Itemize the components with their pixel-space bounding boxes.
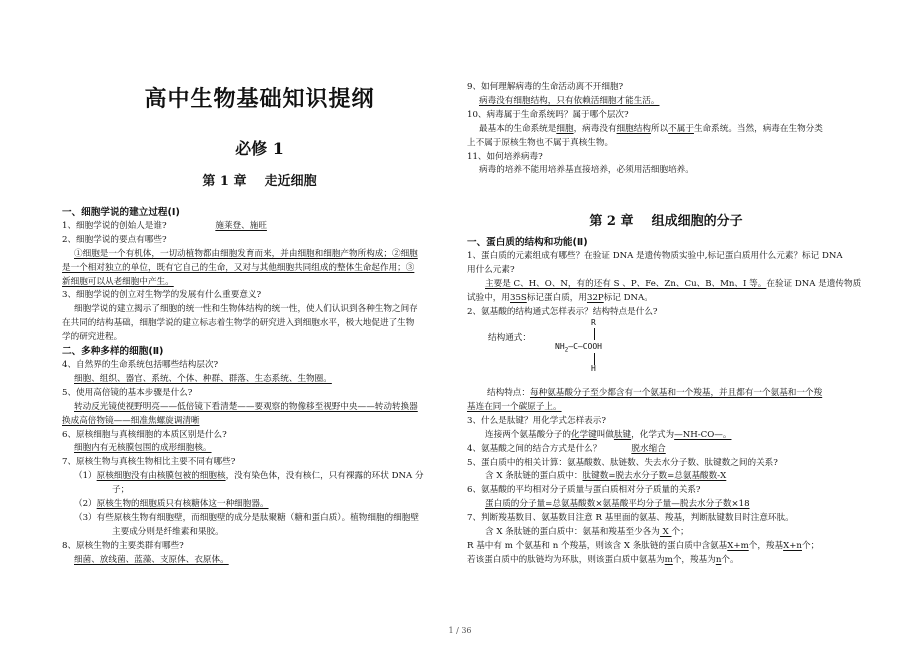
answer-text: 所以 [650,123,669,134]
question-10: 10、病毒属于生命系统吗？属于哪个层次? [467,109,629,120]
answer-text: n [715,554,722,565]
chapter-1-name: 走近细胞 [264,174,317,189]
answer-line: 细胞内有无核膜包围的成形细胞核。 [74,443,212,454]
right-column-bottom [467,387,865,568]
answer-line: 上不属于原核生物也不属于真核生物。 [467,137,614,148]
formula-subscript: 2 [564,346,569,354]
bond-line [594,328,595,340]
answer-line [62,498,457,512]
answer-text: 叫做 [596,429,614,440]
question-4 [467,443,865,457]
answer-text: 个，羧基 [748,540,784,551]
answer-text: 在验证 DNA 是遗传物质 [766,278,862,289]
question-9: 9、如何理解病毒的生命活动离不开细胞? [467,82,624,92]
list-marker: （2） [74,499,97,510]
answer-text: 原核细胞没有由核膜包被的细胞核 [96,471,226,482]
isotope-label: 32P [586,292,604,303]
page-title: 高中生物基础知识提纲 [144,86,375,112]
list-marker: （1） [74,471,97,482]
answer-text: ，化学式为 [631,429,675,440]
question-8: 8、原核生物的主要类群有哪些? [62,540,184,551]
answer-text: 个； [671,527,689,538]
answer-text: 脱水缩合 [631,443,666,454]
section-heading: 一、细胞学说的建立过程(Ⅰ) [62,207,180,218]
answer-text: 试验中，用 [467,292,510,303]
question-1-cont: 用什么元素? [467,264,515,275]
page-number: 1 / 36 [448,626,472,635]
question-1 [62,220,457,234]
answer-line: （3）有些原核生物有细胞壁，而细胞壁的成分是肽聚糖（糖和蛋白质）。植物细胞的细胞壁 [74,512,419,523]
question-6: 6、氨基酸的平均相对分子质量与蛋白质相对分子质量的关系? [467,485,701,496]
formula-nh: NH [555,342,565,351]
answer-line: 在共同的结构基础，细胞学说的建立标志着生物学的研究进入到细胞水平，极大地促进了生物 [62,318,415,329]
answer-line [467,429,865,443]
answer-line: 基连在同一个碳原子上。 [467,401,562,412]
question-2: 2、细胞学说的要点有哪些? [62,234,167,245]
answer-text: X+n [783,540,802,551]
answer-text: 肽键数=脱去水分子数=总氨基酸数-X [582,471,727,482]
answer-text: 不属于 [668,123,694,134]
answer-line [467,387,865,401]
formula-label: 结构通式： [488,333,531,343]
question-11: 11、如何培养病毒? [467,151,543,162]
answer-text: R 基中有 m 个氨基和 n 个羧基，则该含 X 条肽链的蛋白质中含氨基 [467,540,728,551]
chapter-1-heading [62,170,457,189]
chapter-2-number: 第 2 章 [589,214,634,229]
answer-line [467,540,865,554]
chapter-2-name: 组成细胞的分子 [651,214,743,229]
answer-line: 蛋白质的分子量=总氨基酸数×氨基酸平均分子量—脱去水分子数×18 [485,499,750,510]
answer-line: 学的研究进程。 [62,332,123,343]
answer-text: 每种氨基酸分子至少都含有一个氨基和一个羧基，并且都有一个氨基和一个羧 [529,388,823,398]
formula-amino-group [555,342,602,354]
question-3: 3、细胞学说的创立对生物学的发展有什么重要意义? [62,290,262,301]
answer-line: 是一个相对独立的单位，既有它自己的生命，又对与其他细胞共同组成的整体生命起作用；③ [62,262,415,273]
answer-line: 细菌、放线菌、蓝藻、支原体、衣原体。 [74,554,229,565]
answer-line [467,470,865,484]
right-column-chapter2 [467,236,865,319]
answer-line: 病毒没有细胞结构，只有依赖活细胞才能生活。 [479,95,660,106]
question-4: 4、自然界的生命系统包括哪些结构层次? [62,359,219,370]
answer-text: 化学键 [570,429,597,440]
question-2: 2、氨基酸的结构通式怎样表示？结构特点是什么? [467,306,658,317]
left-column [62,206,457,568]
answer-line: 细胞、组织、器官、系统、个体、种群、群落、生态系统、生物圈。 [74,373,332,384]
answer-text: 若该蛋白质中的肽链均为环肽，则该蛋白质中氨基为 [467,554,665,565]
isotope-label: 35S [509,292,527,303]
question-text: 1、细胞学说的创始人是谁? [62,220,167,231]
answer-line: 新细胞可以从老细胞中产生。 [62,276,174,287]
question-6: 6、原核细胞与真核细胞的本质区别是什么? [62,429,227,440]
answer-text: 标记蛋白质，用 [526,292,587,303]
question-1: 1、蛋白质的元素组成有哪些？在验证 DNA 是遗传物质实验中,标记蛋白质用什么元素？标记 DNA [467,250,843,261]
answer-text: 主要是 C、H、O、N，有的还有 S 、P、Fe、Zn、Cu、B、Mn、I 等。 [485,278,767,289]
answer-text: 连接两个氨基酸分子的 [485,429,571,440]
answer-line [467,278,865,292]
answer-text: 个。 [721,554,739,565]
question-7: 7、判断羧基数目、氨基数目注意 R 基里面的氨基、羧基，判断肽键数目时注意环肽。 [467,513,794,524]
answer-text: 原核生物的细胞质只有核糖体这一种细胞器。 [96,499,269,510]
answer-text: 个，羧基为 [672,554,716,565]
answer-text: 细胞 [556,123,574,134]
chapter-2-heading [467,210,865,229]
answer-text: 含 X 条肽链的蛋白质中：氨基和羧基至少各为 [485,527,660,538]
answer-text: 含 X 条肽链的蛋白质中： [485,471,583,482]
question-5: 5、使用高倍镜的基本步骤是什么? [62,387,193,398]
answer-text: 细胞结构 [616,123,651,134]
answer-line: 病毒的培养不能用培养基直接培养，必须用活细胞培养。 [479,165,694,176]
formula-hydrogen: H [591,364,596,373]
answer-text: X [659,527,672,538]
answer-line [467,554,865,568]
answer-text: X+m [727,540,749,551]
answer-text: ，没有染色体，没有核仁，只有裸露的环状 DNA 分 [225,471,424,482]
formula-r-group: R [591,318,596,327]
answer-line [62,470,457,484]
answer-line: 换成高倍物镜——细准焦螺旋调清晰 [62,415,200,426]
answer-text: 肽键 [613,429,632,440]
answer-line [467,292,865,306]
answer-line [467,526,865,540]
answer-line: 主要成分则是纤维素和果胶。 [112,526,224,537]
answer-line: 细胞学说的建立揭示了细胞的统一性和生物体结构的统一性，使人们认识到各种生物之间存 [74,304,418,315]
question-7: 7、原核生物与真核生物相比主要不同有哪些? [62,457,236,468]
question-5: 5、蛋白质中的相关计算：氨基酸数、肽链数、失去水分子数、肽键数之间的关系? [467,457,778,468]
answer-line: 转动反光镜使视野明亮——低倍镜下看清楚——要观察的物像移至视野中央——转动转换器 [74,401,418,412]
answer-text: 结构特点： [487,388,530,398]
formula-carboxyl: —C—COOH [568,342,602,351]
answer-text: 个； [801,540,820,551]
answer-text: 生命系统。当然，病毒在生物分类 [693,123,823,134]
answer-text: —NH-CO—。 [674,429,732,440]
answer-text: ，病毒没有 [573,123,617,134]
answer-text: 标记 DNA。 [603,292,653,303]
answer-text: 施莱登、施旺 [215,220,267,231]
answer-text: m [664,554,673,565]
answer-line [467,123,865,137]
answer-text: 最基本的生命系统是 [479,123,557,134]
answer-line: ①细胞是一个有机体，一切动植物都由细胞发育而来，并由细胞和细胞产物所构成；②细胞 [74,248,418,259]
question-3: 3、什么是肽键？用化学式怎样表示? [467,415,606,426]
question-text: 4、氨基酸之间的结合方式是什么？ [467,443,602,454]
chapter-1-number: 第 1 章 [202,174,247,189]
right-column-top [467,81,865,178]
amino-acid-formula [555,318,665,373]
answer-line: 子； [112,485,130,496]
section-heading: 二、多种多样的细胞(Ⅱ) [62,346,164,358]
subtitle: 必修 1 [235,139,284,158]
section-heading: 一、蛋白质的结构和功能(Ⅱ) [467,237,588,248]
